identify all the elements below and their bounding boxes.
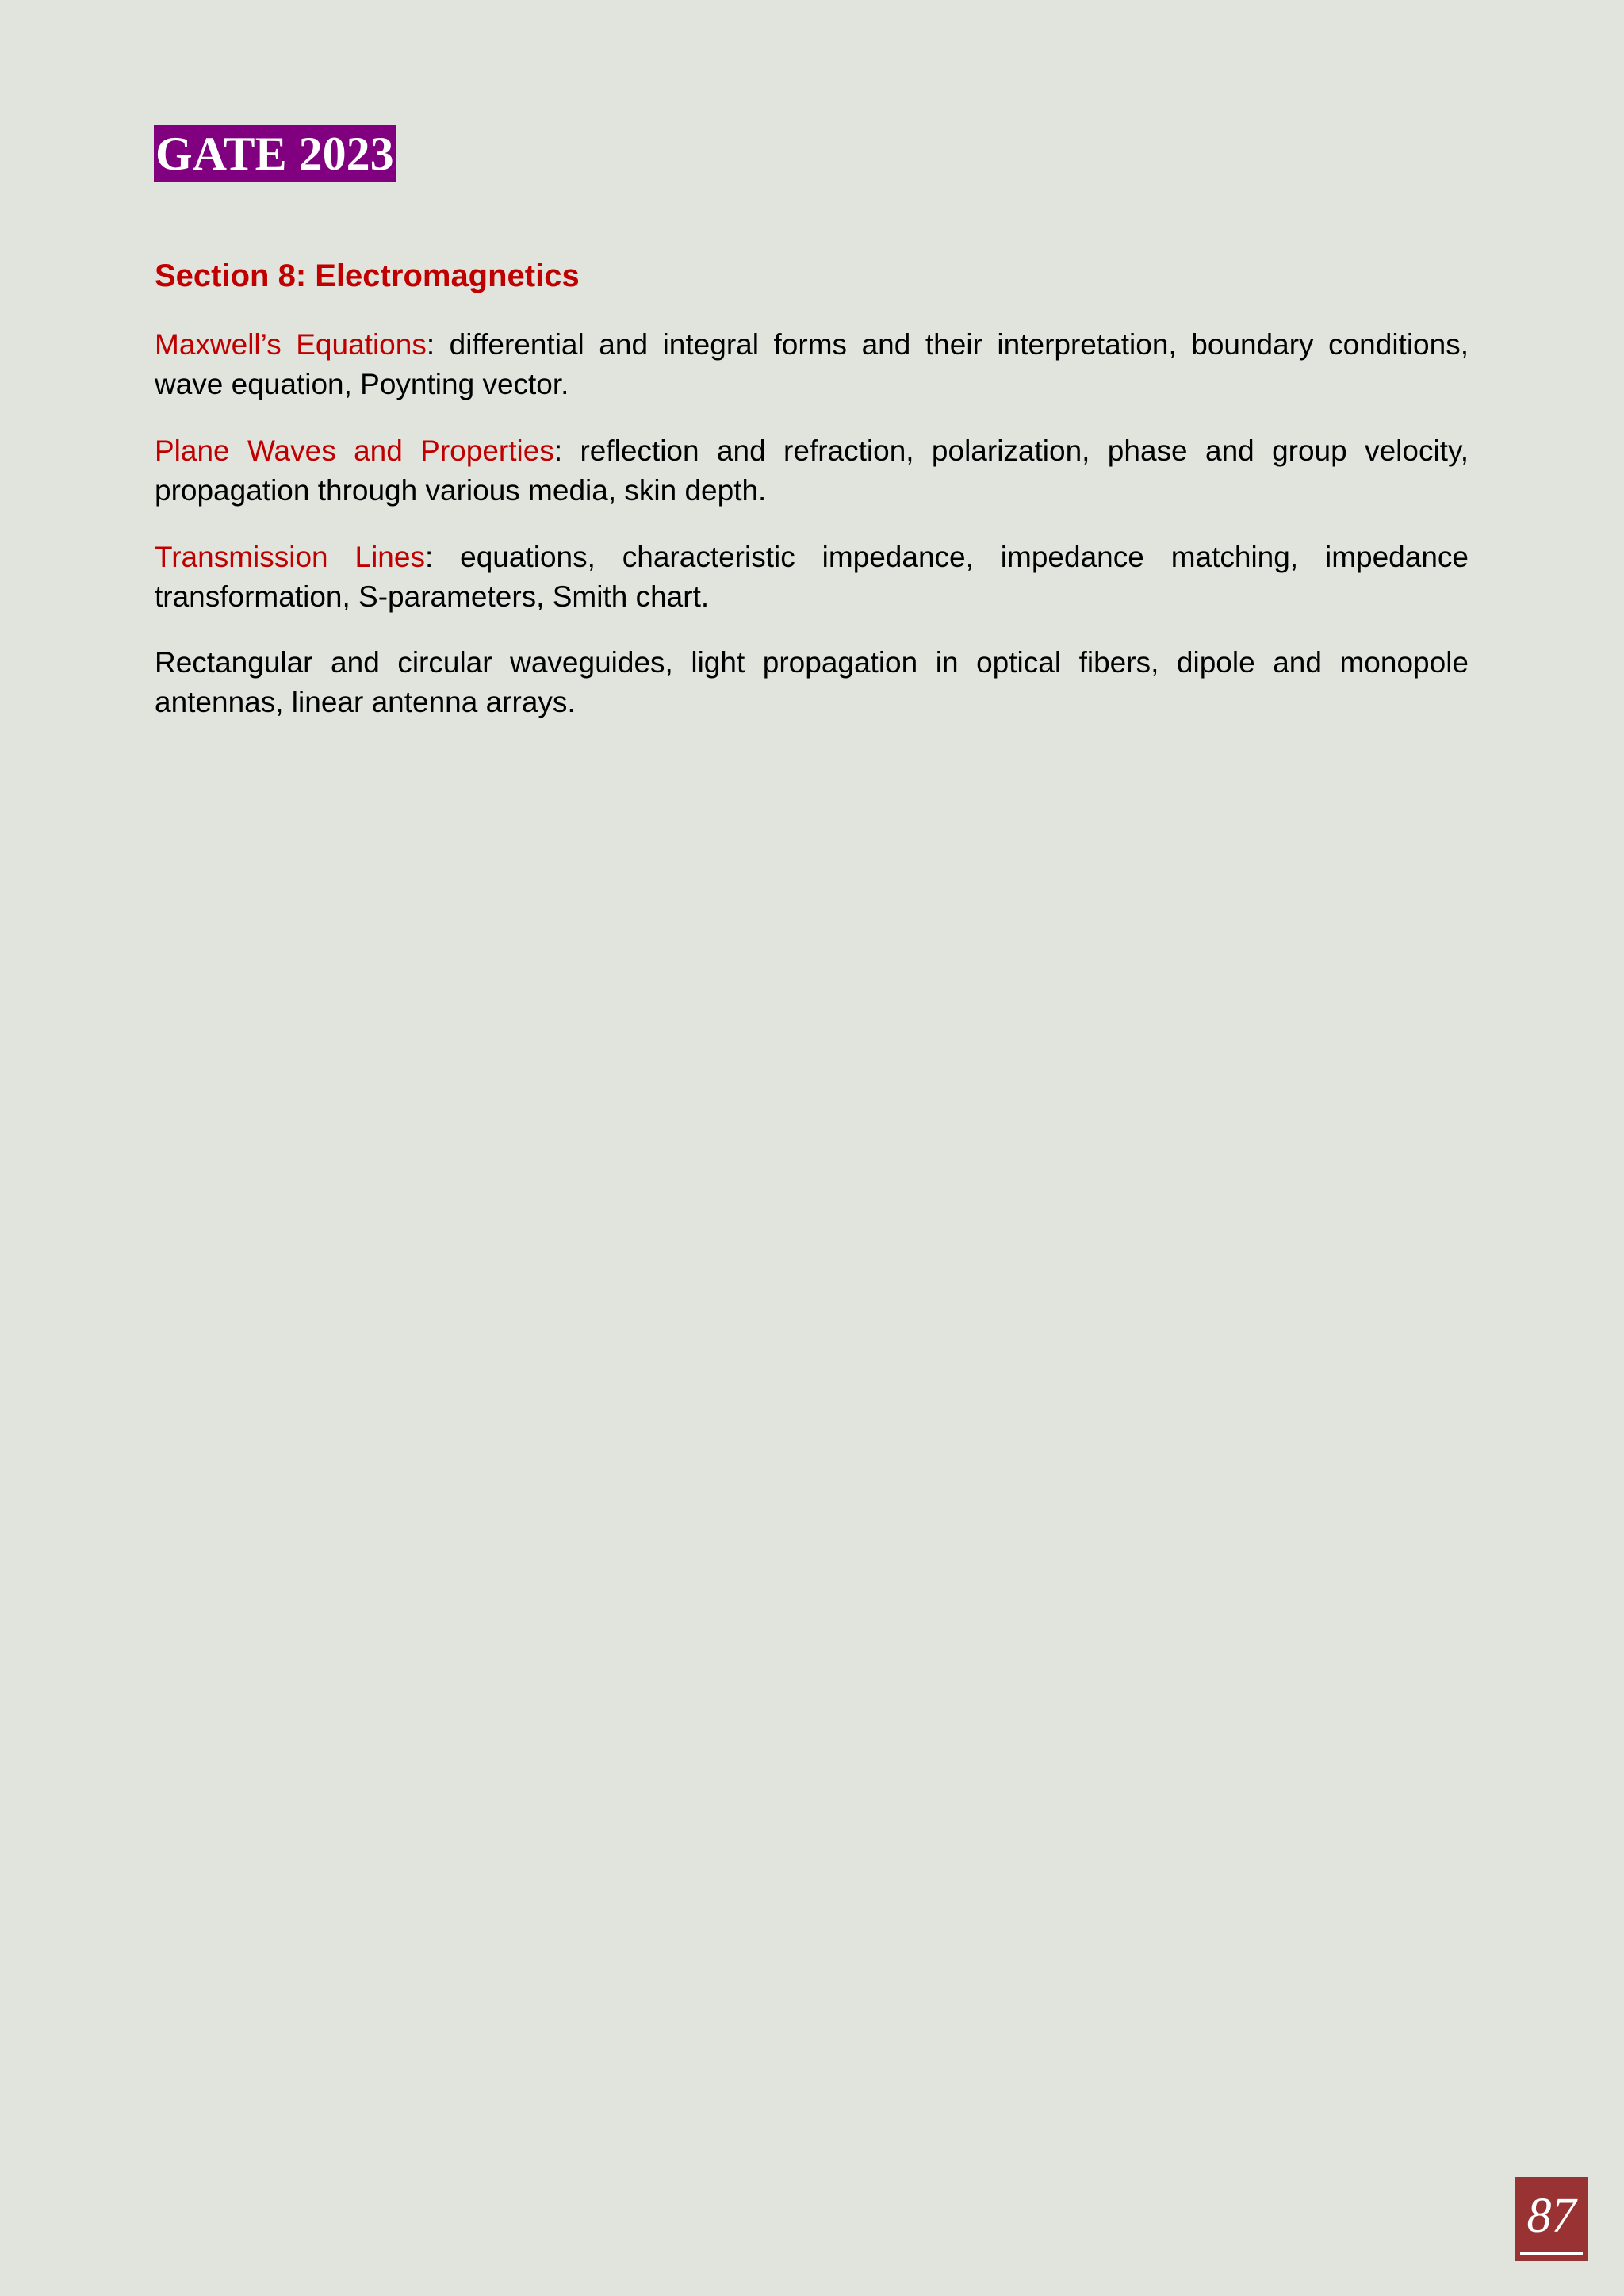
syllabus-paragraph-maxwells-equations xyxy=(155,325,1469,404)
document-header-badge: GATE 2023 xyxy=(154,125,396,182)
topic-description: : reflection and refraction, polarization, phase and group velocity, propagation through various media, skin depth. xyxy=(155,434,1469,507)
topic-description: : differential and integral forms and their interpretation, boundary conditions, wave equation, Poynting vector. xyxy=(155,328,1469,400)
syllabus-paragraph-plane-waves xyxy=(155,431,1469,511)
topic-description: : equations, characteristic impedance, impedance matching, impedance transformation, S-parameters, Smith chart. xyxy=(155,541,1469,613)
section-title: Section 8: Electromagnetics xyxy=(155,258,580,293)
topic-description: Rectangular and circular waveguides, light propagation in optical fibers, dipole and monopole antennas, linear antenna arrays. xyxy=(155,646,1469,718)
syllabus-paragraph-waveguides-antennas xyxy=(155,643,1469,722)
page-number-box xyxy=(1515,2177,1588,2261)
topic-term: Maxwell’s Equations xyxy=(155,328,427,361)
syllabus-paragraph-transmission-lines xyxy=(155,538,1469,617)
topic-term: Transmission Lines xyxy=(155,541,425,573)
page-number: 87 xyxy=(1526,2189,1576,2243)
topic-term: Plane Waves and Properties xyxy=(155,434,554,467)
page-number-underline xyxy=(1520,2252,1583,2255)
